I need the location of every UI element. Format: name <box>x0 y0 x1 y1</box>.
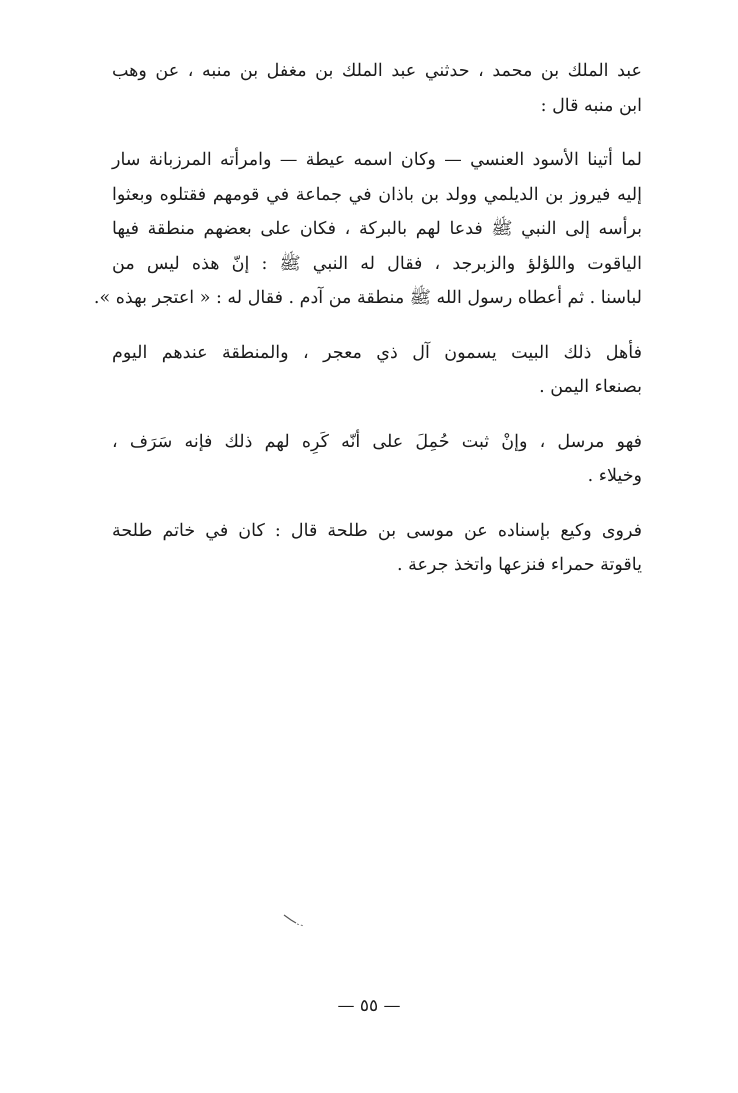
text-line: إليه فيروز بن الديلمي وولد بن باذان في جماعة في قومهم فقتلوه وبعثوا <box>112 184 642 205</box>
text-line: بصنعاء اليمن . <box>539 377 642 397</box>
paragraph-5 <box>112 514 642 583</box>
paragraph-1 <box>112 54 642 123</box>
text-line: ياقوتة حمراء فنزعها واتخذ جرعة . <box>396 555 642 575</box>
text-line: فروى وكيع بإسناده عن موسى بن طلحة قال : كان في خاتم طلحة <box>112 520 642 541</box>
text-line: فهو مرسل ، وإنْ ثبت حُمِلَ على أنّه كَرِه لهم ذلك فإنه سَرَف ، <box>112 431 642 452</box>
paragraph-4 <box>112 425 642 494</box>
paragraph-2 <box>93 143 642 316</box>
text-line: لما أتينا الأسود العنسي — وكان اسمه عيطة — وامرأته المرزبانة سار <box>112 150 642 170</box>
text-line: فأهل ذلك البيت يسمون آل ذي معجر ، والمنطقة عندهم اليوم <box>112 342 642 363</box>
paragraph-3 <box>112 336 642 405</box>
text-line: عبد الملك بن محمد ، حدثني عبد الملك بن مغفل بن منبه ، عن وهب <box>112 61 642 81</box>
text-line: لباسنا . ثم أعطاه رسول الله ﷺ منطقة من آدم . فقال له : « اعتجر بهذه ». <box>93 288 642 308</box>
page-number: — ٥٥ — <box>337 996 401 1016</box>
text-line: وخيلاء . <box>587 466 642 486</box>
text-line: الياقوت واللؤلؤ والزبرجد ، فقال له النبي ﷺ : إنّ هذه ليس من <box>112 253 642 274</box>
scan-mark <box>282 912 310 928</box>
text-line: برأسه إلى النبي ﷺ فدعا لهم بالبركة ، فكان على بعضهم منطقة فيها <box>112 219 642 239</box>
main-text <box>93 54 642 603</box>
text-line: ابن منبه قال : <box>540 95 642 116</box>
